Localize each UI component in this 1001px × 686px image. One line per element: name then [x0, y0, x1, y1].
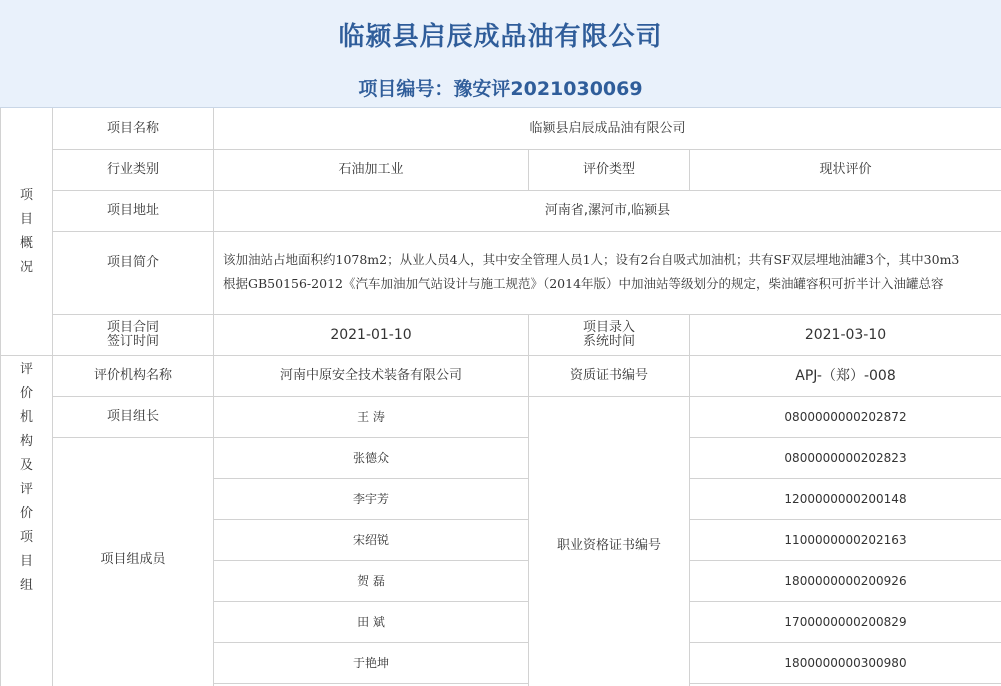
- overview-section-char: 项: [19, 187, 33, 203]
- industry-value: 石油加工业: [214, 150, 529, 191]
- summary-value: [214, 232, 1001, 315]
- member-cert: 1700000000200829: [690, 602, 1001, 643]
- project-number: 项目编号：豫安评2021030069: [358, 78, 643, 100]
- leader-label: 项目组长: [53, 397, 214, 438]
- eval-type-value: 现状评价: [690, 150, 1001, 191]
- project-name-label: 项目名称: [53, 108, 214, 150]
- leader-cert: 0800000000202872: [690, 397, 1001, 438]
- member-cert: 1800000000300980: [690, 643, 1001, 684]
- cert-no-label: 资质证书编号: [529, 356, 690, 397]
- summary-line-2: 根据GB50156-2012《汽车加油加气站设计与施工规范》（2014年版）中加油站等级划分的规定，柴油罐容积可折半计入油罐总容: [223, 276, 944, 291]
- contract-date-label-line2: 签订时间: [106, 334, 159, 349]
- evaluation-section-char: 目: [19, 554, 33, 569]
- contract-date-value: 2021-01-10: [214, 315, 529, 356]
- address-value: 河南省,漯河市,临颍县: [214, 191, 1001, 232]
- evaluation-section-label: [0, 356, 53, 686]
- member-cert: 1200000000200148: [690, 479, 1001, 520]
- overview-section-label: [0, 108, 53, 356]
- member-cert: 1800000000200926: [690, 561, 1001, 602]
- entry-date-label: [529, 315, 690, 356]
- evaluation-section-char: 项: [19, 530, 33, 545]
- evaluation-section-char: 价: [19, 506, 33, 521]
- org-name-value: 河南中原安全技术装备有限公司: [214, 356, 529, 397]
- qualification-label: 职业资格证书编号: [529, 397, 690, 686]
- entry-date-label-line2: 系统时间: [582, 334, 635, 349]
- summary-label: 项目简介: [53, 232, 214, 315]
- leader-name: 王 涛: [214, 397, 529, 438]
- project-name-value: 临颍县启辰成品油有限公司: [214, 108, 1001, 150]
- member-name: 李宇芳: [214, 479, 529, 520]
- report-header: [0, 0, 1001, 108]
- member-name: 宋绍锐: [214, 520, 529, 561]
- entry-date-value: 2021-03-10: [690, 315, 1001, 356]
- member-name: 张德众: [214, 438, 529, 479]
- member-name: 于艳坤: [214, 643, 529, 684]
- evaluation-section-char: 评: [19, 362, 33, 377]
- address-label: 项目地址: [53, 191, 214, 232]
- company-title: 临颍县启辰成品油有限公司: [338, 22, 663, 52]
- members-label: 项目组成员: [53, 438, 214, 686]
- evaluation-section-char: 价: [19, 386, 33, 401]
- summary-line-1: 该加油站占地面积约1078m2；从业人员4人，其中安全管理人员1人；设有2台自吸式加油机；共有SF双层埋地油罐3个，其中30m3: [223, 252, 960, 267]
- overview-section-text: [20, 184, 33, 280]
- evaluation-section-char: 及: [19, 458, 33, 473]
- org-name-label: 评价机构名称: [53, 356, 214, 397]
- member-cert: 1100000000202163: [690, 520, 1001, 561]
- member-cert: 0800000000202823: [690, 438, 1001, 479]
- eval-type-label: 评价类型: [529, 150, 690, 191]
- evaluation-section-char: 组: [19, 578, 33, 593]
- entry-date-label-line1: 项目录入: [582, 320, 635, 336]
- evaluation-section-text: [20, 358, 33, 598]
- overview-section-char: 目: [19, 211, 33, 227]
- project-info-table: [0, 108, 1001, 686]
- contract-date-label-line1: 项目合同: [106, 320, 159, 336]
- evaluation-section-char: 机: [19, 410, 33, 425]
- evaluation-section-char: 评: [19, 482, 33, 497]
- industry-label: 行业类别: [53, 150, 214, 191]
- cert-no-value: APJ-（郑）-008: [690, 356, 1001, 397]
- evaluation-section-char: 构: [19, 434, 33, 449]
- member-name: 田 斌: [214, 602, 529, 643]
- member-name: 贺 磊: [214, 561, 529, 602]
- contract-date-label: [53, 315, 214, 356]
- overview-section-char: 概: [19, 235, 33, 251]
- overview-section-char: 况: [19, 259, 33, 275]
